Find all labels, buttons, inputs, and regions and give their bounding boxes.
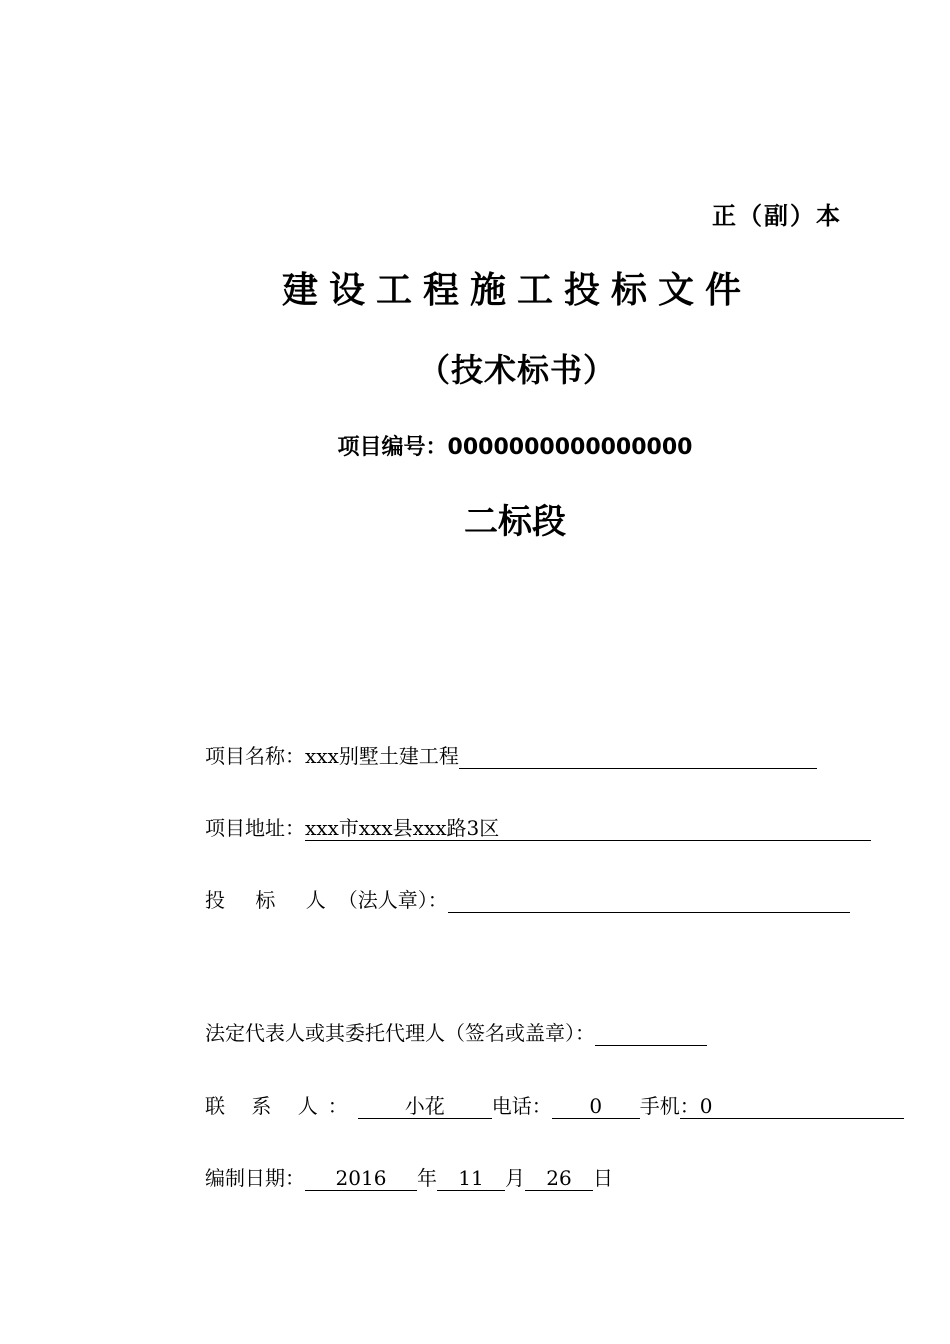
project-name-value: xxx别墅土建工程 [305,744,459,768]
contact-row [205,1090,904,1119]
document-title: 建设工程施工投标文件 [281,270,752,311]
project-code [0,430,950,461]
project-name-line[interactable] [459,744,817,769]
date-year-value: 2016 [335,1166,387,1190]
project-code-value: 0000000000000000 [447,435,693,460]
mobile-label: 手机 [639,1094,680,1118]
project-name-row [205,740,817,769]
contact-label: 联 系 人： [205,1094,358,1118]
bidder-line[interactable] [448,888,850,913]
project-address-value: xxx市xxx县xxx路3区 [305,816,500,840]
bidder-label-seal: （法人章）： [337,888,448,912]
date-year-unit: 年 [417,1166,437,1190]
date-year-field[interactable] [305,1166,417,1191]
legal-rep-row [205,1017,707,1046]
mobile-field[interactable] [680,1094,904,1119]
date-day-value: 26 [546,1166,572,1190]
copy-mark: 正（副）本 [712,202,842,230]
date-month-field[interactable] [437,1166,505,1191]
date-month-value: 11 [458,1166,484,1190]
document-subtitle: （技术标书） [417,351,616,389]
date-row [205,1162,613,1191]
date-month-unit: 月 [505,1166,525,1190]
phone-value: 0 [589,1094,603,1118]
contact-value: 小花 [404,1094,445,1118]
bidder-row [205,884,850,913]
contact-field[interactable] [358,1094,492,1119]
phone-label: 电话： [491,1094,552,1118]
project-code-label: 项目编号： [337,435,448,460]
date-label: 编制日期： [205,1166,305,1190]
date-day-unit: 日 [593,1166,613,1190]
phone-field[interactable] [552,1094,640,1119]
project-address-field[interactable] [305,816,871,841]
project-address-row [205,812,871,841]
date-day-field[interactable] [525,1166,593,1191]
project-name-label: 项目名称： [205,744,305,768]
bidder-label: 投 标 人 [205,888,338,912]
bid-section: 二标段 [464,502,566,542]
legal-rep-line[interactable] [595,1021,707,1046]
legal-rep-label: 法定代表人或其委托代理人（签名或盖章）： [205,1021,595,1045]
project-address-label: 项目地址： [205,816,305,840]
mobile-value: ：0 [679,1094,713,1118]
